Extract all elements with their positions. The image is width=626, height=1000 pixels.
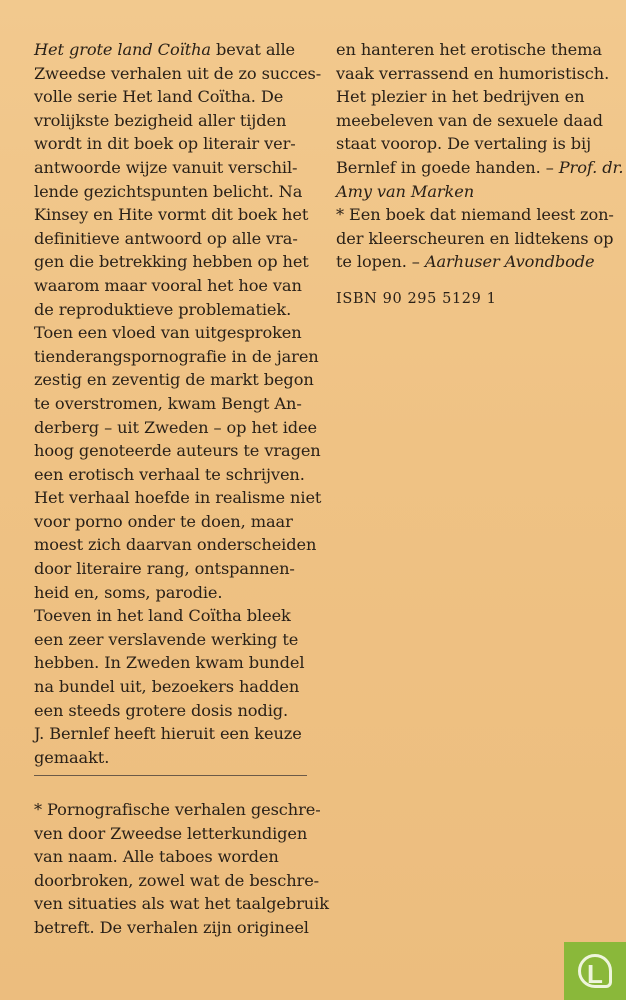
- review-quote-line: der kleerscheuren en lidtekens op: [336, 228, 614, 248]
- footnote-line: doorbroken, zowel wat de beschre-: [34, 870, 320, 890]
- blurb-line: volle serie Het land Coïtha. De: [34, 87, 284, 107]
- review-quote-line: * Een boek dat niemand leest zon-: [336, 205, 614, 225]
- blurb-line: de reproduktieve problematiek.: [34, 299, 292, 319]
- blurb-left-column: [34, 38, 324, 769]
- blurb-line: definitieve antwoord op alle vra-: [34, 228, 298, 248]
- blurb-line: een zeer verslavende werking te: [34, 629, 299, 649]
- section-divider: [34, 775, 307, 776]
- blurb-line: zestig en zeventig de markt begon: [34, 370, 314, 390]
- lambiek-logo-icon: [564, 942, 626, 1000]
- footnote-block: [34, 798, 329, 940]
- blurb-line: gemaakt.: [34, 747, 110, 767]
- reviewer-name: Prof. dr.: [558, 157, 624, 177]
- blurb-line: door literaire rang, ontspannen-: [34, 559, 295, 579]
- blurb-line: vrolijkste bezigheid aller tijden: [34, 110, 287, 130]
- blurb-line: heid en, soms, parodie.: [34, 582, 223, 602]
- blurb-line: Het grote land Coïtha bevat alle: [34, 40, 296, 59]
- footnote-line: ven door Zweedse letterkundigen: [34, 823, 308, 843]
- blurb-line: een erotisch verhaal te schrijven.: [34, 464, 305, 484]
- blurb-line: Kinsey en Hite vormt dit boek het: [34, 205, 309, 225]
- blurb-line: te overstromen, kwam Bengt An-: [34, 393, 302, 413]
- logo-letter: L: [578, 954, 612, 988]
- blurb-line: gen die betrekking hebben op het: [34, 252, 309, 272]
- footnote-line: ven situaties als wat het taalgebruik: [34, 894, 329, 914]
- book-title: Het grote land Coïtha: [34, 40, 211, 59]
- blurb-line: moest zich daarvan onderscheiden: [34, 535, 317, 555]
- blurb-line: hebben. In Zweden kwam bundel: [34, 653, 305, 673]
- blurb-line: voor porno onder te doen, maar: [34, 511, 293, 531]
- blurb-line: vaak verrassend en humoristisch.: [336, 63, 610, 83]
- blurb-line: Toen een vloed van uitgesproken: [34, 323, 302, 343]
- blurb-line: lende gezichtspunten belicht. Na: [34, 181, 303, 201]
- blurb-line: staat voorop. De vertaling is bij: [336, 134, 592, 154]
- blurb-line: J. Bernlef heeft hieruit een keuze: [34, 724, 302, 744]
- blurb-line: Zweedse verhalen uit de zo succes-: [34, 63, 322, 83]
- blurb-line: antwoorde wijze vanuit verschil-: [34, 157, 298, 177]
- blurb-line: hoog genoteerde auteurs te vragen: [34, 441, 321, 461]
- blurb-line: na bundel uit, bezoekers hadden: [34, 677, 300, 697]
- footnote-line: van naam. Alle taboes worden: [34, 847, 279, 867]
- review-source: Aarhuser Avondbode: [424, 252, 595, 272]
- footnote-line: betreft. De verhalen zijn origineel: [34, 917, 309, 937]
- blurb-line: waarom maar vooral het hoe van: [34, 275, 302, 295]
- review-quote-line: te lopen. – Aarhuser Avondbode: [336, 252, 595, 272]
- footnote-line: * Pornografische verhalen geschre-: [34, 800, 321, 819]
- blurb-line: meebeleven van de sexuele daad: [336, 110, 603, 130]
- reviewer-name: Amy van Marken: [336, 181, 475, 201]
- blurb-line: tienderangspornografie in de jaren: [34, 346, 319, 366]
- blurb-line: Bernlef in goede handen. – Prof. dr.: [336, 157, 624, 177]
- blurb-line: wordt in dit boek op literair ver-: [34, 134, 296, 154]
- blurb-line: Het plezier in het bedrijven en: [336, 87, 585, 107]
- blurb-line: derberg – uit Zweden – op het idee: [34, 417, 318, 437]
- blurb-line: een steeds grotere dosis nodig.: [34, 700, 289, 720]
- blurb-line: en hanteren het erotische thema: [336, 40, 602, 59]
- blurb-line: Toeven in het land Coïtha bleek: [34, 606, 291, 626]
- blurb-line: Het verhaal hoefde in realisme niet: [34, 488, 322, 508]
- blurb-right-column: [336, 38, 624, 312]
- isbn-number: ISBN 90 295 5129 1: [336, 290, 497, 307]
